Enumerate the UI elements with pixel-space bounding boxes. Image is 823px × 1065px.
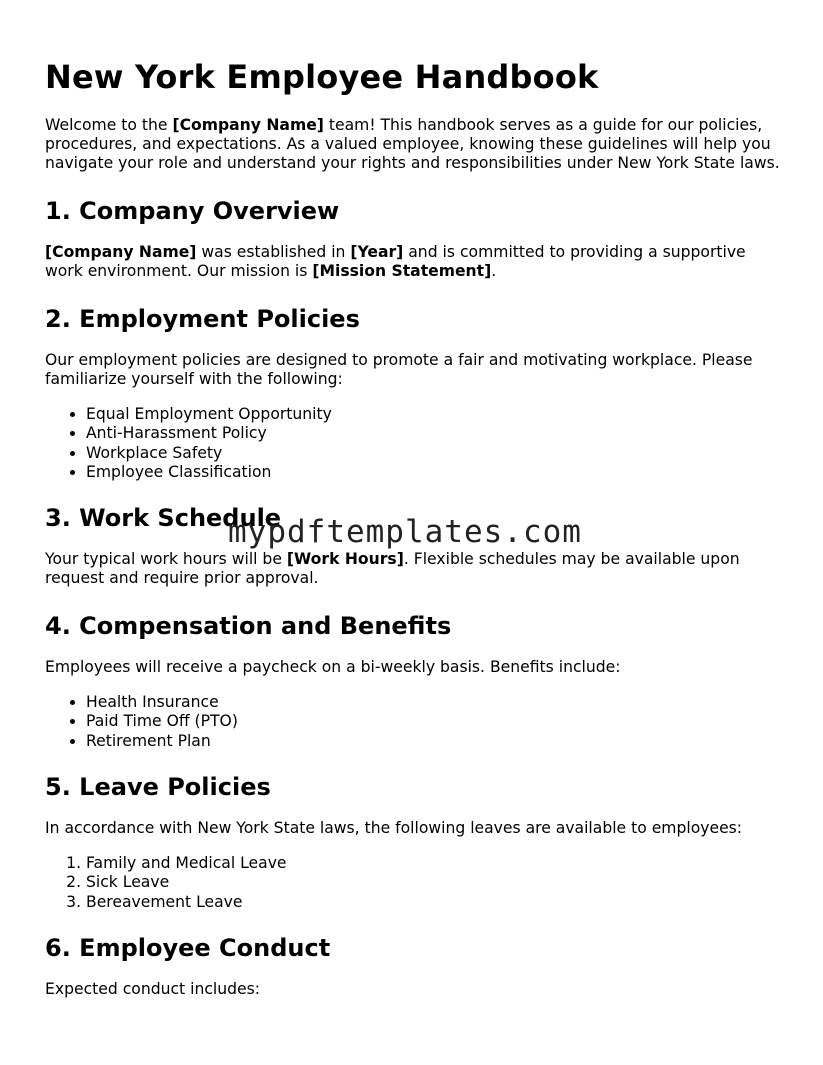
list-item: 3. Bereavement Leave [86,893,785,912]
section-heading-overview: 1. Company Overview [45,197,340,225]
overview-paragraph [45,243,785,281]
schedule-text-1: Your typical work hours will be [45,550,287,569]
conduct-paragraph: Expected conduct includes: [45,979,261,998]
year-placeholder: [Year] [350,243,404,261]
leave-list [45,854,785,912]
section-heading-compensation: 4. Compensation and Benefits [45,612,452,641]
list-item: • Retirement Plan [86,732,785,751]
intro-text-end: team! This handbook serves as a guide for our policies, procedures, and expectations. As a valued employee, knowing these guidelines will help you navigate your role and understand your rights and responsibilities under New York State laws. [45,116,780,172]
list-item: • Health Insurance [86,693,785,712]
intro-text-start: Welcome to the [45,116,173,134]
work-hours-placeholder: [Work Hours] [286,550,404,569]
overview-text-1: was established in [196,243,351,261]
overview-text-3: . [491,262,497,280]
list-item: • Anti-Harassment Policy [86,424,785,443]
list-item: • Employee Classification [86,463,785,482]
benefits-list [45,693,785,751]
section-heading-conduct: 6. Employee Conduct [45,933,331,962]
overview-text-2: and is committed to providing a supportive work environment. Our mission is [45,243,746,280]
list-item: 2. Sick Leave [86,873,785,892]
page-title: New York Employee Handbook [45,58,599,96]
section-heading-schedule: 3. Work Schedule [45,504,282,533]
intro-company-placeholder: [Company Name] [172,116,324,134]
watermark: mypdftemplates.com [228,514,582,550]
section-heading-leave: 5. Leave Policies [45,773,271,802]
list-item: • Paid Time Off (PTO) [86,712,785,731]
intro-paragraph [45,116,785,173]
list-item: • Equal Employment Opportunity [86,405,785,424]
company-name-placeholder: [Company Name] [45,243,197,261]
schedule-text-2: . Flexible schedules may be available upon request and require prior approval. [45,550,740,588]
list-item: 1. Family and Medical Leave [86,854,785,873]
list-item: • Workplace Safety [86,444,785,463]
compensation-paragraph: Employees will receive a paycheck on a bi-weekly basis. Benefits include: [45,658,621,677]
policies-paragraph: Our employment policies are designed to promote a fair and motivating workplace. Please familiarize yourself with the following: [45,351,753,388]
mission-placeholder: [Mission Statement] [312,262,492,280]
policies-list [45,405,785,482]
schedule-paragraph [45,550,785,588]
section-heading-policies: 2. Employment Policies [45,305,360,333]
leave-paragraph: In accordance with New York State laws, the following leaves are available to employees: [45,819,743,838]
